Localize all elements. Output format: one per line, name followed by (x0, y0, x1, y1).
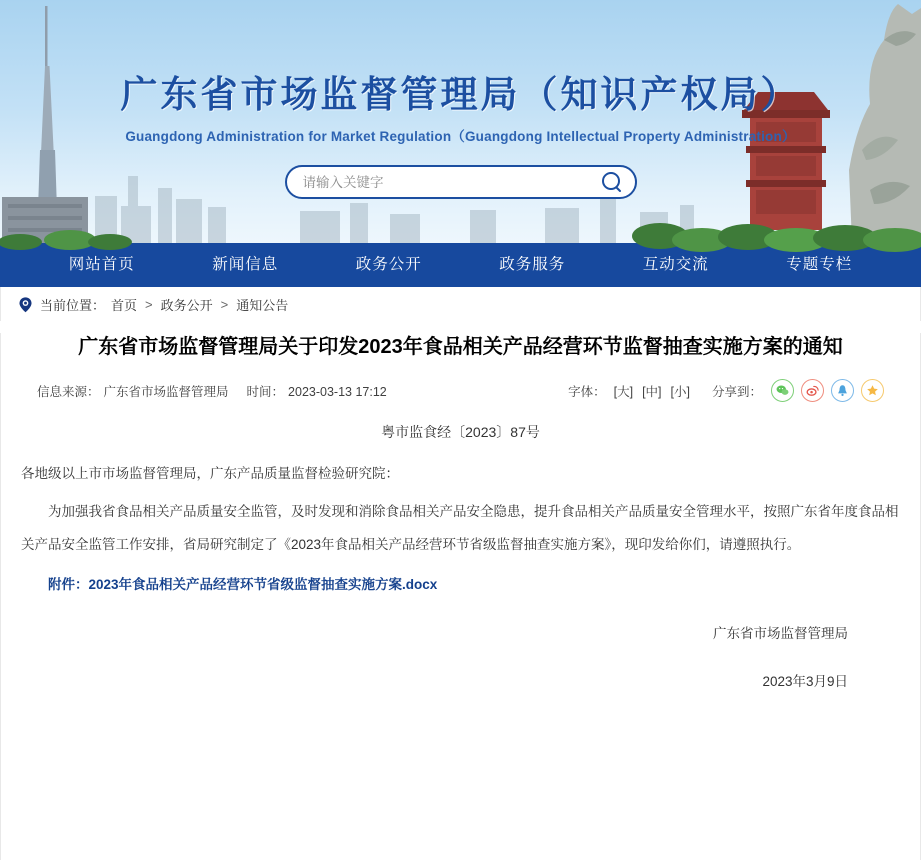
site-title: 广东省市场监督管理局（知识产权局） (120, 74, 801, 115)
breadcrumb-separator: > (145, 296, 153, 312)
nav-item-gov-services[interactable]: 政务服务 (499, 256, 566, 273)
nav-item-interaction[interactable]: 互动交流 (642, 256, 709, 273)
nav-item-news[interactable]: 新闻信息 (212, 256, 279, 273)
share-label: 分享到： (711, 384, 762, 399)
star-favorite-icon (865, 383, 880, 398)
wechat-share-button[interactable] (771, 379, 794, 402)
breadcrumb-notices-link[interactable]: 通知公告 (236, 297, 289, 313)
article-title: 广东省市场监督管理局关于印发2023年食品相关产品经营环节监督抽查实施方案的通知 (78, 336, 843, 358)
font-size-label: 字体： (568, 384, 606, 399)
signature-block (21, 622, 900, 690)
breadcrumb-separator: > (220, 296, 229, 312)
body-paragraph: 为加强我省食品相关产品质量安全监管，及时发现和消除食品相关产品安全隐患，提升食品相关产品质量安全管理水平，按照广东省年度食品相关产品安全监管工作安排，省局研究制定了《2023年食品相关产品经营环节省级监督抽查实施方案》，现印发给你们，请遵照执行。 (21, 504, 899, 552)
article-body (21, 458, 900, 561)
nav-item-gov-disclosure[interactable]: 政务公开 (355, 256, 422, 273)
search-input[interactable] (303, 175, 599, 190)
article-meta-right (568, 379, 884, 402)
weibo-icon (805, 383, 820, 398)
search-icon (600, 170, 624, 194)
location-pin-icon (17, 296, 34, 313)
qq-share-button[interactable] (831, 379, 854, 402)
attachment-download-link[interactable]: 2023年食品相关产品经营环节省级监督抽查实施方案.docx (88, 577, 438, 593)
time-label: 时间： (246, 384, 285, 399)
salutation-paragraph: 各地级以上市市场监督管理局，广东产品质量监督检验研究院： (21, 466, 399, 481)
qq-bell-icon (835, 383, 850, 398)
favorite-share-button[interactable] (861, 379, 884, 402)
attachment-line (21, 571, 900, 598)
wechat-icon (775, 383, 790, 398)
site-subtitle-english: Guangdong Administration for Market Regulation（Guangdong Intellectual Property Administration） (125, 129, 796, 144)
font-size-large-button[interactable]: [大] (613, 384, 634, 399)
time-value: 2023-03-13 17:12 (288, 384, 387, 399)
nav-item-home[interactable]: 网站首页 (68, 256, 135, 273)
font-size-medium-button[interactable]: [中] (642, 384, 662, 399)
article-meta-left (37, 382, 391, 400)
breadcrumb-home-link[interactable]: 首页 (111, 297, 138, 313)
font-size-small-button[interactable]: [小] (670, 384, 690, 399)
weibo-share-button[interactable] (801, 379, 824, 402)
search-button[interactable] (599, 169, 625, 195)
attachment-label: 附件： (48, 577, 89, 593)
search-bar[interactable] (285, 165, 637, 199)
breadcrumb (0, 287, 921, 321)
breadcrumb-gov-disclosure-link[interactable]: 政务公开 (160, 297, 213, 313)
nav-item-special-topics[interactable]: 专题专栏 (786, 256, 853, 273)
article-meta-row (21, 377, 900, 402)
document-number: 粤市监食经〔2023〕87号 (381, 424, 540, 440)
source-value: 广东省市场监督管理局 (103, 384, 229, 399)
source-label: 信息来源： (37, 384, 100, 399)
issue-date: 2023年3月9日 (762, 674, 848, 690)
issuing-authority: 广东省市场监督管理局 (713, 626, 848, 642)
site-header-banner (0, 0, 921, 243)
article-content (0, 333, 921, 860)
breadcrumb-label: 当前位置： (40, 297, 106, 313)
